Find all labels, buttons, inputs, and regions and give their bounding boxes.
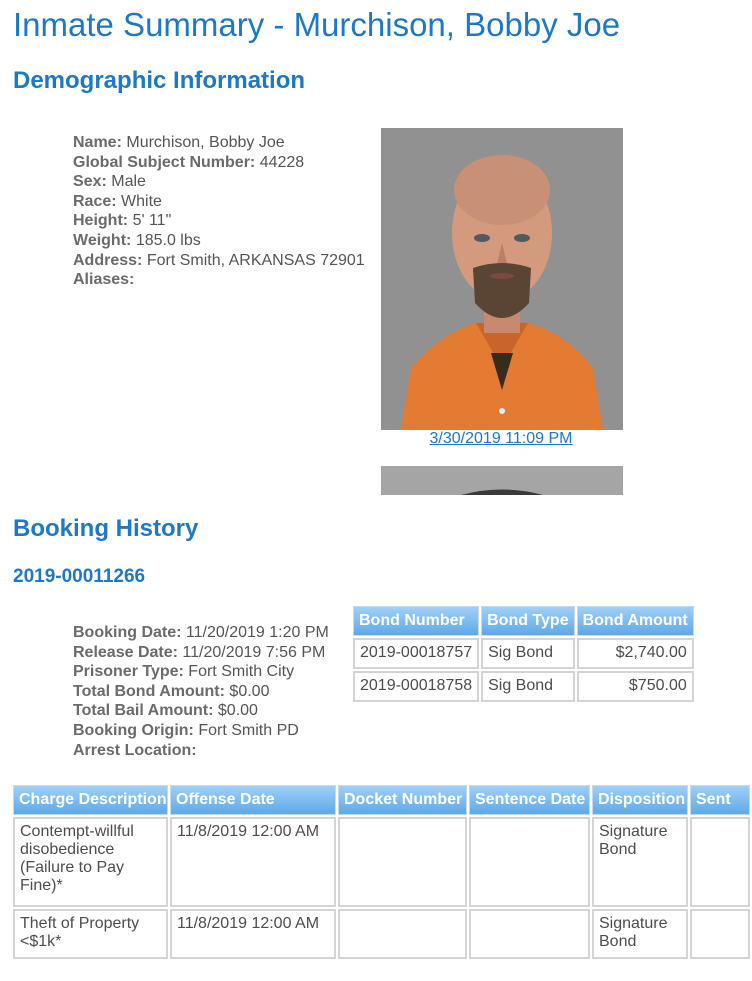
sentence-date-cell <box>469 909 590 959</box>
table-row <box>13 817 750 907</box>
bond-amount-cell: $750.00 <box>577 671 694 702</box>
field-total-bail-amount: Total Bail Amount: $0.00 <box>73 702 258 720</box>
bond-type-cell: Sig Bond <box>481 671 574 702</box>
charge-description-header: Charge Description <box>13 785 168 815</box>
mugshot-image-2 <box>381 466 623 495</box>
sentence-date-cell <box>469 817 590 907</box>
field-address: Address: Fort Smith, ARKANSAS 72901 <box>73 251 365 269</box>
demographic-heading: Demographic Information <box>13 67 306 94</box>
docket-number-cell <box>338 817 467 907</box>
sentence-cell <box>690 817 750 907</box>
field-aliases: Aliases: <box>73 271 135 289</box>
field-weight: Weight: 185.0 lbs <box>73 231 201 249</box>
bond-number-cell: 2019-00018757 <box>353 638 479 669</box>
sentence-cell <box>690 909 750 959</box>
bond-type-header: Bond Type <box>481 606 574 636</box>
field-name: Name: Murchison, Bobby Joe <box>73 134 285 151</box>
bond-amount-cell: $2,740.00 <box>577 638 694 669</box>
sentence-header: Sent <box>690 785 750 815</box>
disposition-cell: Signature Bond <box>592 909 688 959</box>
booking-info <box>73 623 329 760</box>
photo-date-link[interactable]: 3/30/2019 11:09 PM <box>429 430 573 447</box>
disposition-header: Disposition <box>592 785 688 815</box>
table-row <box>353 671 694 702</box>
offense-date-cell: 11/8/2019 12:00 AM <box>170 909 336 959</box>
bond-header-row <box>353 606 694 636</box>
field-sex: Sex: Male <box>73 173 146 191</box>
mugshot-photo-2[interactable] <box>381 466 623 495</box>
booking-number: 2019-00011266 <box>13 566 146 587</box>
table-row <box>13 909 750 959</box>
docket-number-header: Docket Number <box>338 785 467 815</box>
booking-history-heading: Booking History <box>13 515 199 542</box>
field-global-subject-number: Global Subject Number: 44228 <box>73 153 305 171</box>
page-title: Inmate Summary - Murchison, Bobby Joe <box>13 6 621 43</box>
charge-description-cell: Theft of Property <$1k* <box>13 909 168 959</box>
offense-date-cell: 11/8/2019 12:00 AM <box>170 817 336 907</box>
charges-table <box>11 783 752 961</box>
bond-type-cell: Sig Bond <box>481 638 574 669</box>
charges-header-row <box>13 785 750 815</box>
bond-number-header: Bond Number <box>353 606 479 636</box>
offense-date-header: Offense Date <box>170 785 336 815</box>
disposition-cell: Signature Bond <box>592 817 688 907</box>
table-row <box>353 638 694 669</box>
field-height: Height: 5' 11" <box>73 212 172 230</box>
docket-number-cell <box>338 909 467 959</box>
field-race: Race: White <box>73 192 162 210</box>
field-arrest-location: Arrest Location: <box>73 741 197 759</box>
field-booking-origin: Booking Origin: Fort Smith PD <box>73 721 299 739</box>
demographic-info <box>73 133 365 290</box>
field-release-date: Release Date: 11/20/2019 7:56 PM <box>73 643 326 661</box>
mugshot-photo[interactable] <box>381 128 623 430</box>
field-booking-date: Booking Date: 11/20/2019 1:20 PM <box>73 624 329 641</box>
bond-number-cell: 2019-00018758 <box>353 671 479 702</box>
mugshot-image <box>381 128 623 430</box>
sentence-date-header: Sentence Date <box>469 785 590 815</box>
charge-description-cell: Contempt-willful disobedience (Failure to Pay Fine)* <box>13 817 168 907</box>
field-total-bond-amount: Total Bond Amount: $0.00 <box>73 682 270 700</box>
bond-table <box>351 604 696 704</box>
bond-amount-header: Bond Amount <box>577 606 694 636</box>
field-prisoner-type: Prisoner Type: Fort Smith City <box>73 663 295 681</box>
